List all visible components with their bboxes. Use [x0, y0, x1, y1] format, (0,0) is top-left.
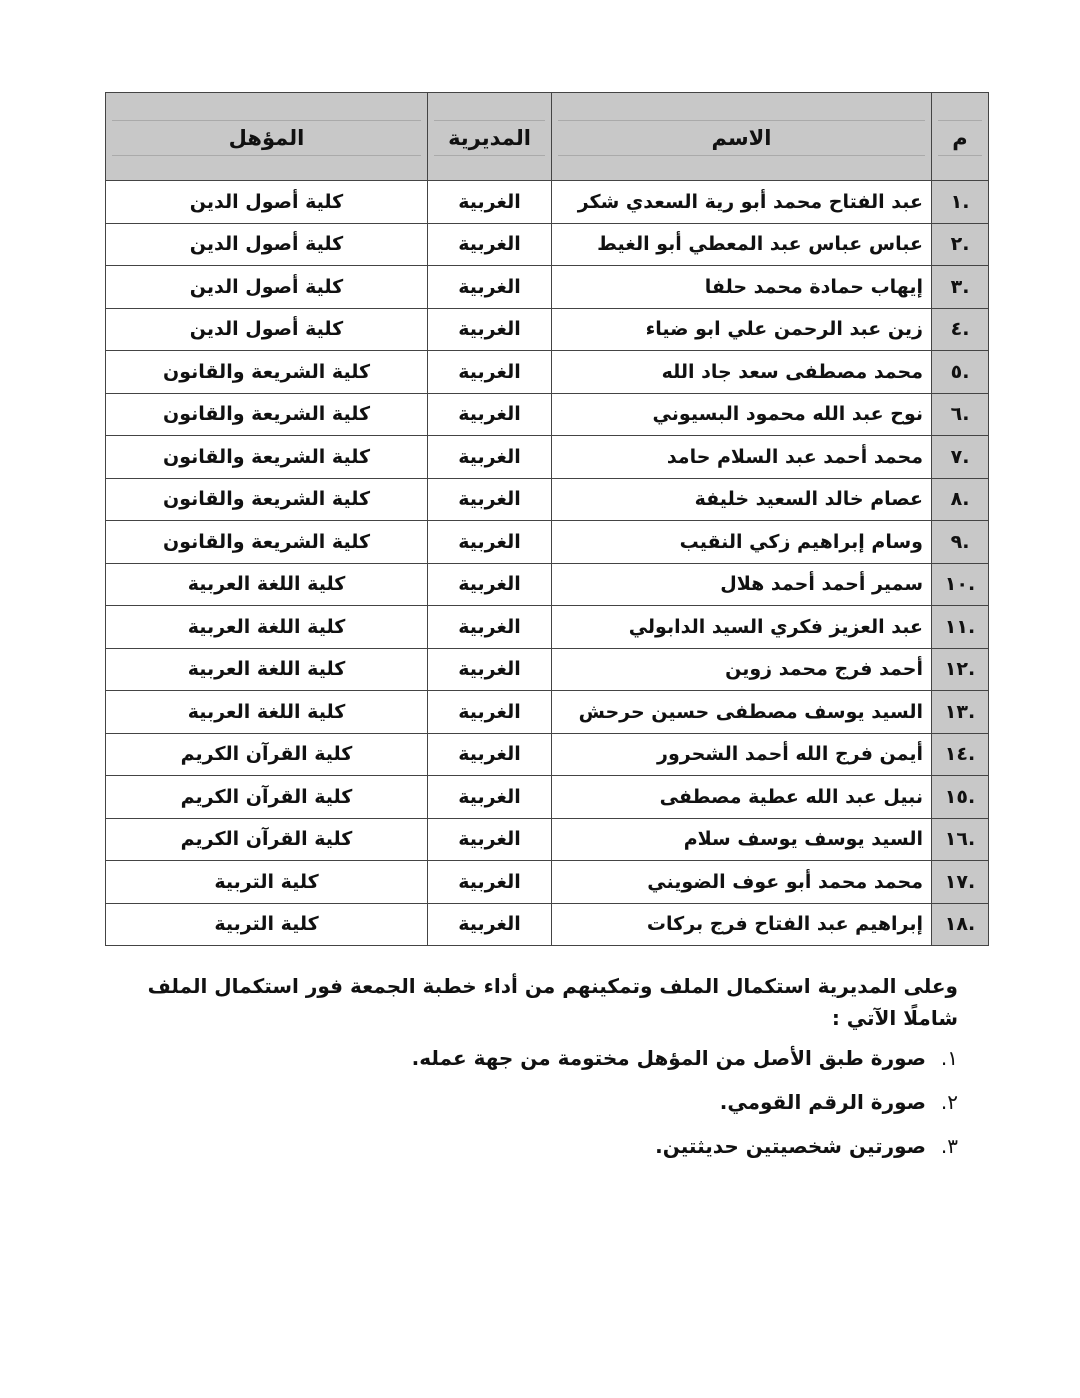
table-row [106, 223, 989, 266]
row-name: عصام خالد السعيد خليفة [552, 478, 932, 521]
row-name: إيهاب حمادة محمد حلفا [552, 266, 932, 309]
table-row [106, 691, 989, 734]
row-number: .١٦ [932, 818, 989, 861]
table-row [106, 393, 989, 436]
requirement-item [98, 1042, 958, 1075]
row-qualification: كلية أصول الدين [106, 308, 428, 351]
table-row [106, 563, 989, 606]
row-qualification: كلية اللغة العربية [106, 691, 428, 734]
row-qualification: كلية التربية [106, 903, 428, 946]
row-qualification: كلية الشريعة والقانون [106, 478, 428, 521]
row-name: وسام إبراهيم زكي النقيب [552, 521, 932, 564]
row-qualification: كلية أصول الدين [106, 266, 428, 309]
imams-table [105, 92, 989, 946]
row-number: .٩ [932, 521, 989, 564]
row-directorate: الغربية [428, 648, 552, 691]
row-number: .٣ [932, 266, 989, 309]
row-qualification: كلية القرآن الكريم [106, 733, 428, 776]
header-name [552, 93, 932, 181]
header-number-label: م [938, 120, 982, 156]
table-row [106, 861, 989, 904]
row-name: محمد أحمد عبد السلام حامد [552, 436, 932, 479]
row-directorate: الغربية [428, 733, 552, 776]
requirement-item [98, 1130, 958, 1163]
row-qualification: كلية الشريعة والقانون [106, 393, 428, 436]
row-qualification: كلية أصول الدين [106, 181, 428, 224]
row-name: أيمن فرج الله أحمد الشحرور [552, 733, 932, 776]
table-row [106, 478, 989, 521]
row-name: عباس عباس عبد المعطي أبو الغيط [552, 223, 932, 266]
table-row [106, 818, 989, 861]
row-directorate: الغربية [428, 181, 552, 224]
table-row [106, 351, 989, 394]
header-directorate-label: المديرية [434, 120, 545, 156]
row-number: .٢ [932, 223, 989, 266]
table-row [106, 266, 989, 309]
instructions-section [98, 970, 958, 1174]
row-name: نبيل عبد الله عطية مصطفى [552, 776, 932, 819]
requirement-text: صورة طبق الأصل من المؤهل مختومة من جهة عمله. [411, 1046, 926, 1070]
row-qualification: كلية اللغة العربية [106, 648, 428, 691]
row-number: .١٢ [932, 648, 989, 691]
row-directorate: الغربية [428, 606, 552, 649]
instructions-intro: وعلى المديرية استكمال الملف وتمكينهم من أداء خطبة الجمعة فور استكمال الملف شاملًا الآتي : [147, 974, 958, 1030]
row-directorate: الغربية [428, 351, 552, 394]
table-row [106, 181, 989, 224]
row-number: .١٣ [932, 691, 989, 734]
row-directorate: الغربية [428, 861, 552, 904]
table-header-row [106, 93, 989, 181]
table-row [106, 436, 989, 479]
table-row [106, 521, 989, 564]
row-directorate: الغربية [428, 776, 552, 819]
row-name: عبد الفتاح محمد أبو رية السعدي شكر [552, 181, 932, 224]
row-directorate: الغربية [428, 436, 552, 479]
row-number: .٦ [932, 393, 989, 436]
row-name: سمير أحمد أحمد هلال [552, 563, 932, 606]
row-name: أحمد فرج محمد زوين [552, 648, 932, 691]
row-directorate: الغربية [428, 308, 552, 351]
header-name-label: الاسم [558, 120, 925, 156]
table-row [106, 308, 989, 351]
requirement-number: ٣. [940, 1134, 958, 1158]
row-number: .١ [932, 181, 989, 224]
row-number: .٧ [932, 436, 989, 479]
row-qualification: كلية اللغة العربية [106, 563, 428, 606]
row-qualification: كلية القرآن الكريم [106, 776, 428, 819]
row-directorate: الغربية [428, 521, 552, 564]
header-qualification-label: المؤهل [112, 120, 421, 156]
row-qualification: كلية الشريعة والقانون [106, 436, 428, 479]
row-directorate: الغربية [428, 818, 552, 861]
row-number: .١٥ [932, 776, 989, 819]
row-name: السيد يوسف يوسف سلام [552, 818, 932, 861]
row-qualification: كلية التربية [106, 861, 428, 904]
requirement-item [98, 1086, 958, 1119]
table-row [106, 648, 989, 691]
row-name: نوح عبد الله محمود البسيوني [552, 393, 932, 436]
row-qualification: كلية الشريعة والقانون [106, 351, 428, 394]
row-name: محمد مصطفى سعد جاد الله [552, 351, 932, 394]
requirement-text: صورة الرقم القومي. [719, 1090, 926, 1114]
row-number: .١٨ [932, 903, 989, 946]
requirement-text: صورتين شخصيتين حديثتين. [655, 1134, 926, 1158]
row-name: السيد يوسف مصطفى حسين حرحش [552, 691, 932, 734]
requirements-list [98, 1042, 958, 1163]
row-name: إبراهيم عبد الفتاح فرج بركات [552, 903, 932, 946]
header-qualification [106, 93, 428, 181]
row-directorate: الغربية [428, 563, 552, 606]
row-name: زين عبد الرحمن علي ابو ضياء [552, 308, 932, 351]
row-number: .٨ [932, 478, 989, 521]
row-qualification: كلية القرآن الكريم [106, 818, 428, 861]
row-directorate: الغربية [428, 223, 552, 266]
table-row [106, 733, 989, 776]
row-number: .١٠ [932, 563, 989, 606]
row-directorate: الغربية [428, 266, 552, 309]
row-name: محمد محمد أبو عوف الضويني [552, 861, 932, 904]
row-directorate: الغربية [428, 393, 552, 436]
header-directorate [428, 93, 552, 181]
row-number: .٥ [932, 351, 989, 394]
row-directorate: الغربية [428, 691, 552, 734]
row-number: .١٤ [932, 733, 989, 776]
table-row [106, 606, 989, 649]
table-row [106, 776, 989, 819]
header-number [932, 93, 989, 181]
row-number: .١١ [932, 606, 989, 649]
table-row [106, 903, 989, 946]
row-directorate: الغربية [428, 478, 552, 521]
row-number: .١٧ [932, 861, 989, 904]
requirement-number: ٢. [940, 1090, 958, 1114]
requirement-number: ١. [940, 1046, 958, 1070]
row-name: عبد العزيز فكري السيد الدابولي [552, 606, 932, 649]
row-directorate: الغربية [428, 903, 552, 946]
row-qualification: كلية الشريعة والقانون [106, 521, 428, 564]
row-qualification: كلية أصول الدين [106, 223, 428, 266]
row-qualification: كلية اللغة العربية [106, 606, 428, 649]
row-number: .٤ [932, 308, 989, 351]
